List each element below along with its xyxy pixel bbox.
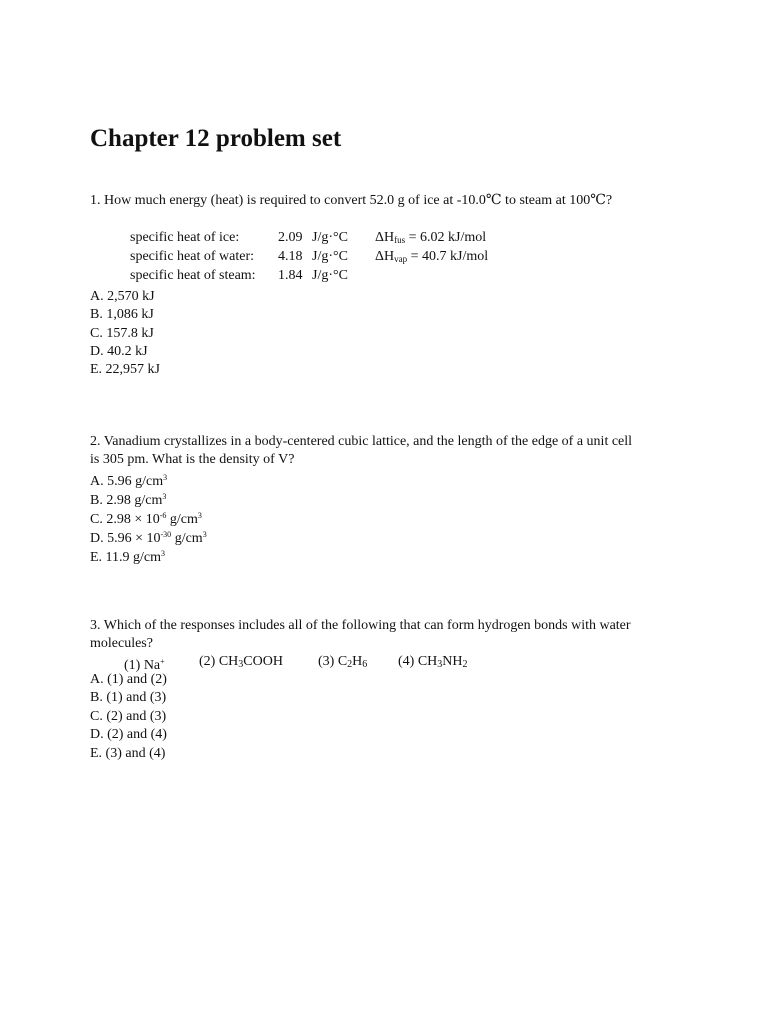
species-text: COOH — [243, 654, 283, 669]
q3-option-e: E. (3) and (4) — [90, 746, 166, 761]
superscript: 3 — [197, 511, 202, 520]
q3-species-2 — [199, 653, 283, 674]
enthalpy-vaporization — [375, 248, 488, 268]
table-label: specific heat of steam: — [130, 268, 256, 283]
q1-table-row-steam — [130, 267, 510, 285]
table-unit: J/g·°C — [312, 230, 348, 245]
option-text: A. 5.96 g/cm — [90, 474, 164, 489]
delta-value: = 40.7 kJ/mol — [407, 249, 489, 264]
question-2-line-1: 2. Vanadium crystallizes in a body-centered cubic lattice, and the length of the edge of a unit cell — [90, 434, 633, 449]
option-unit: g/cm — [166, 512, 198, 527]
option-text: B. 2.98 g/cm — [90, 493, 163, 508]
q1-option-c: C. 157.8 kJ — [90, 326, 154, 341]
page-title: Chapter 12 problem set — [90, 125, 342, 152]
superscript: 3 — [161, 549, 166, 558]
species-text: (4) CH — [398, 654, 438, 669]
subscript: 3 — [437, 659, 443, 670]
exponent: -30 — [160, 530, 172, 539]
question-3-line-2: molecules? — [90, 636, 153, 651]
table-unit: J/g·°C — [312, 249, 348, 264]
delta-symbol: ΔH — [375, 230, 395, 245]
q1-option-d: D. 40.2 kJ — [90, 344, 148, 359]
q3-species-3 — [318, 653, 367, 674]
table-label: specific heat of ice: — [130, 230, 240, 245]
q1-table-row-ice — [130, 229, 510, 247]
exponent: -6 — [159, 511, 167, 520]
delta-subscript: fus — [394, 235, 406, 245]
species-text: NH — [442, 654, 463, 669]
q1-option-e: E. 22,957 kJ — [90, 362, 160, 377]
q3-species-4 — [398, 653, 468, 674]
option-text: E. 11.9 g/cm — [90, 550, 162, 565]
superscript: + — [160, 657, 165, 666]
superscript: 3 — [162, 492, 167, 501]
table-value: 2.09 — [278, 230, 303, 245]
q3-option-a: A. (1) and (2) — [90, 672, 167, 687]
delta-subscript: vap — [394, 254, 408, 264]
question-1-text: 1. How much energy (heat) is required to convert 52.0 g of ice at -10.0℃ to steam at 100℃? — [90, 193, 613, 208]
option-text: C. 2.98 × 10 — [90, 512, 160, 527]
q3-option-b: B. (1) and (3) — [90, 690, 167, 705]
q2-option-e — [90, 545, 165, 567]
q3-option-c: C. (2) and (3) — [90, 709, 167, 724]
delta-value: = 6.02 kJ/mol — [405, 230, 487, 245]
subscript: 2 — [462, 659, 468, 670]
table-value: 1.84 — [278, 268, 303, 283]
superscript: 3 — [163, 473, 168, 482]
delta-symbol: ΔH — [375, 249, 395, 264]
subscript: 2 — [347, 659, 353, 670]
subscript: 6 — [362, 659, 368, 670]
question-2-line-2: is 305 pm. What is the density of V? — [90, 452, 295, 467]
table-value: 4.18 — [278, 249, 303, 264]
table-unit: J/g·°C — [312, 268, 348, 283]
superscript: 3 — [202, 530, 207, 539]
species-text: (2) CH — [199, 654, 239, 669]
species-text: H — [352, 654, 363, 669]
enthalpy-fusion — [375, 229, 486, 249]
q1-table-row-water — [130, 248, 510, 266]
subscript: 3 — [238, 659, 244, 670]
q1-option-b: B. 1,086 kJ — [90, 307, 154, 322]
species-text: (3) C — [318, 654, 348, 669]
species-text: (1) Na — [124, 658, 161, 673]
q1-option-a: A. 2,570 kJ — [90, 289, 155, 304]
q3-option-d: D. (2) and (4) — [90, 727, 167, 742]
option-text: D. 5.96 × 10 — [90, 531, 161, 546]
question-3-line-1: 3. Which of the responses includes all of the following that can form hydrogen bonds with water — [90, 618, 631, 633]
table-label: specific heat of water: — [130, 249, 254, 264]
option-unit: g/cm — [171, 531, 203, 546]
